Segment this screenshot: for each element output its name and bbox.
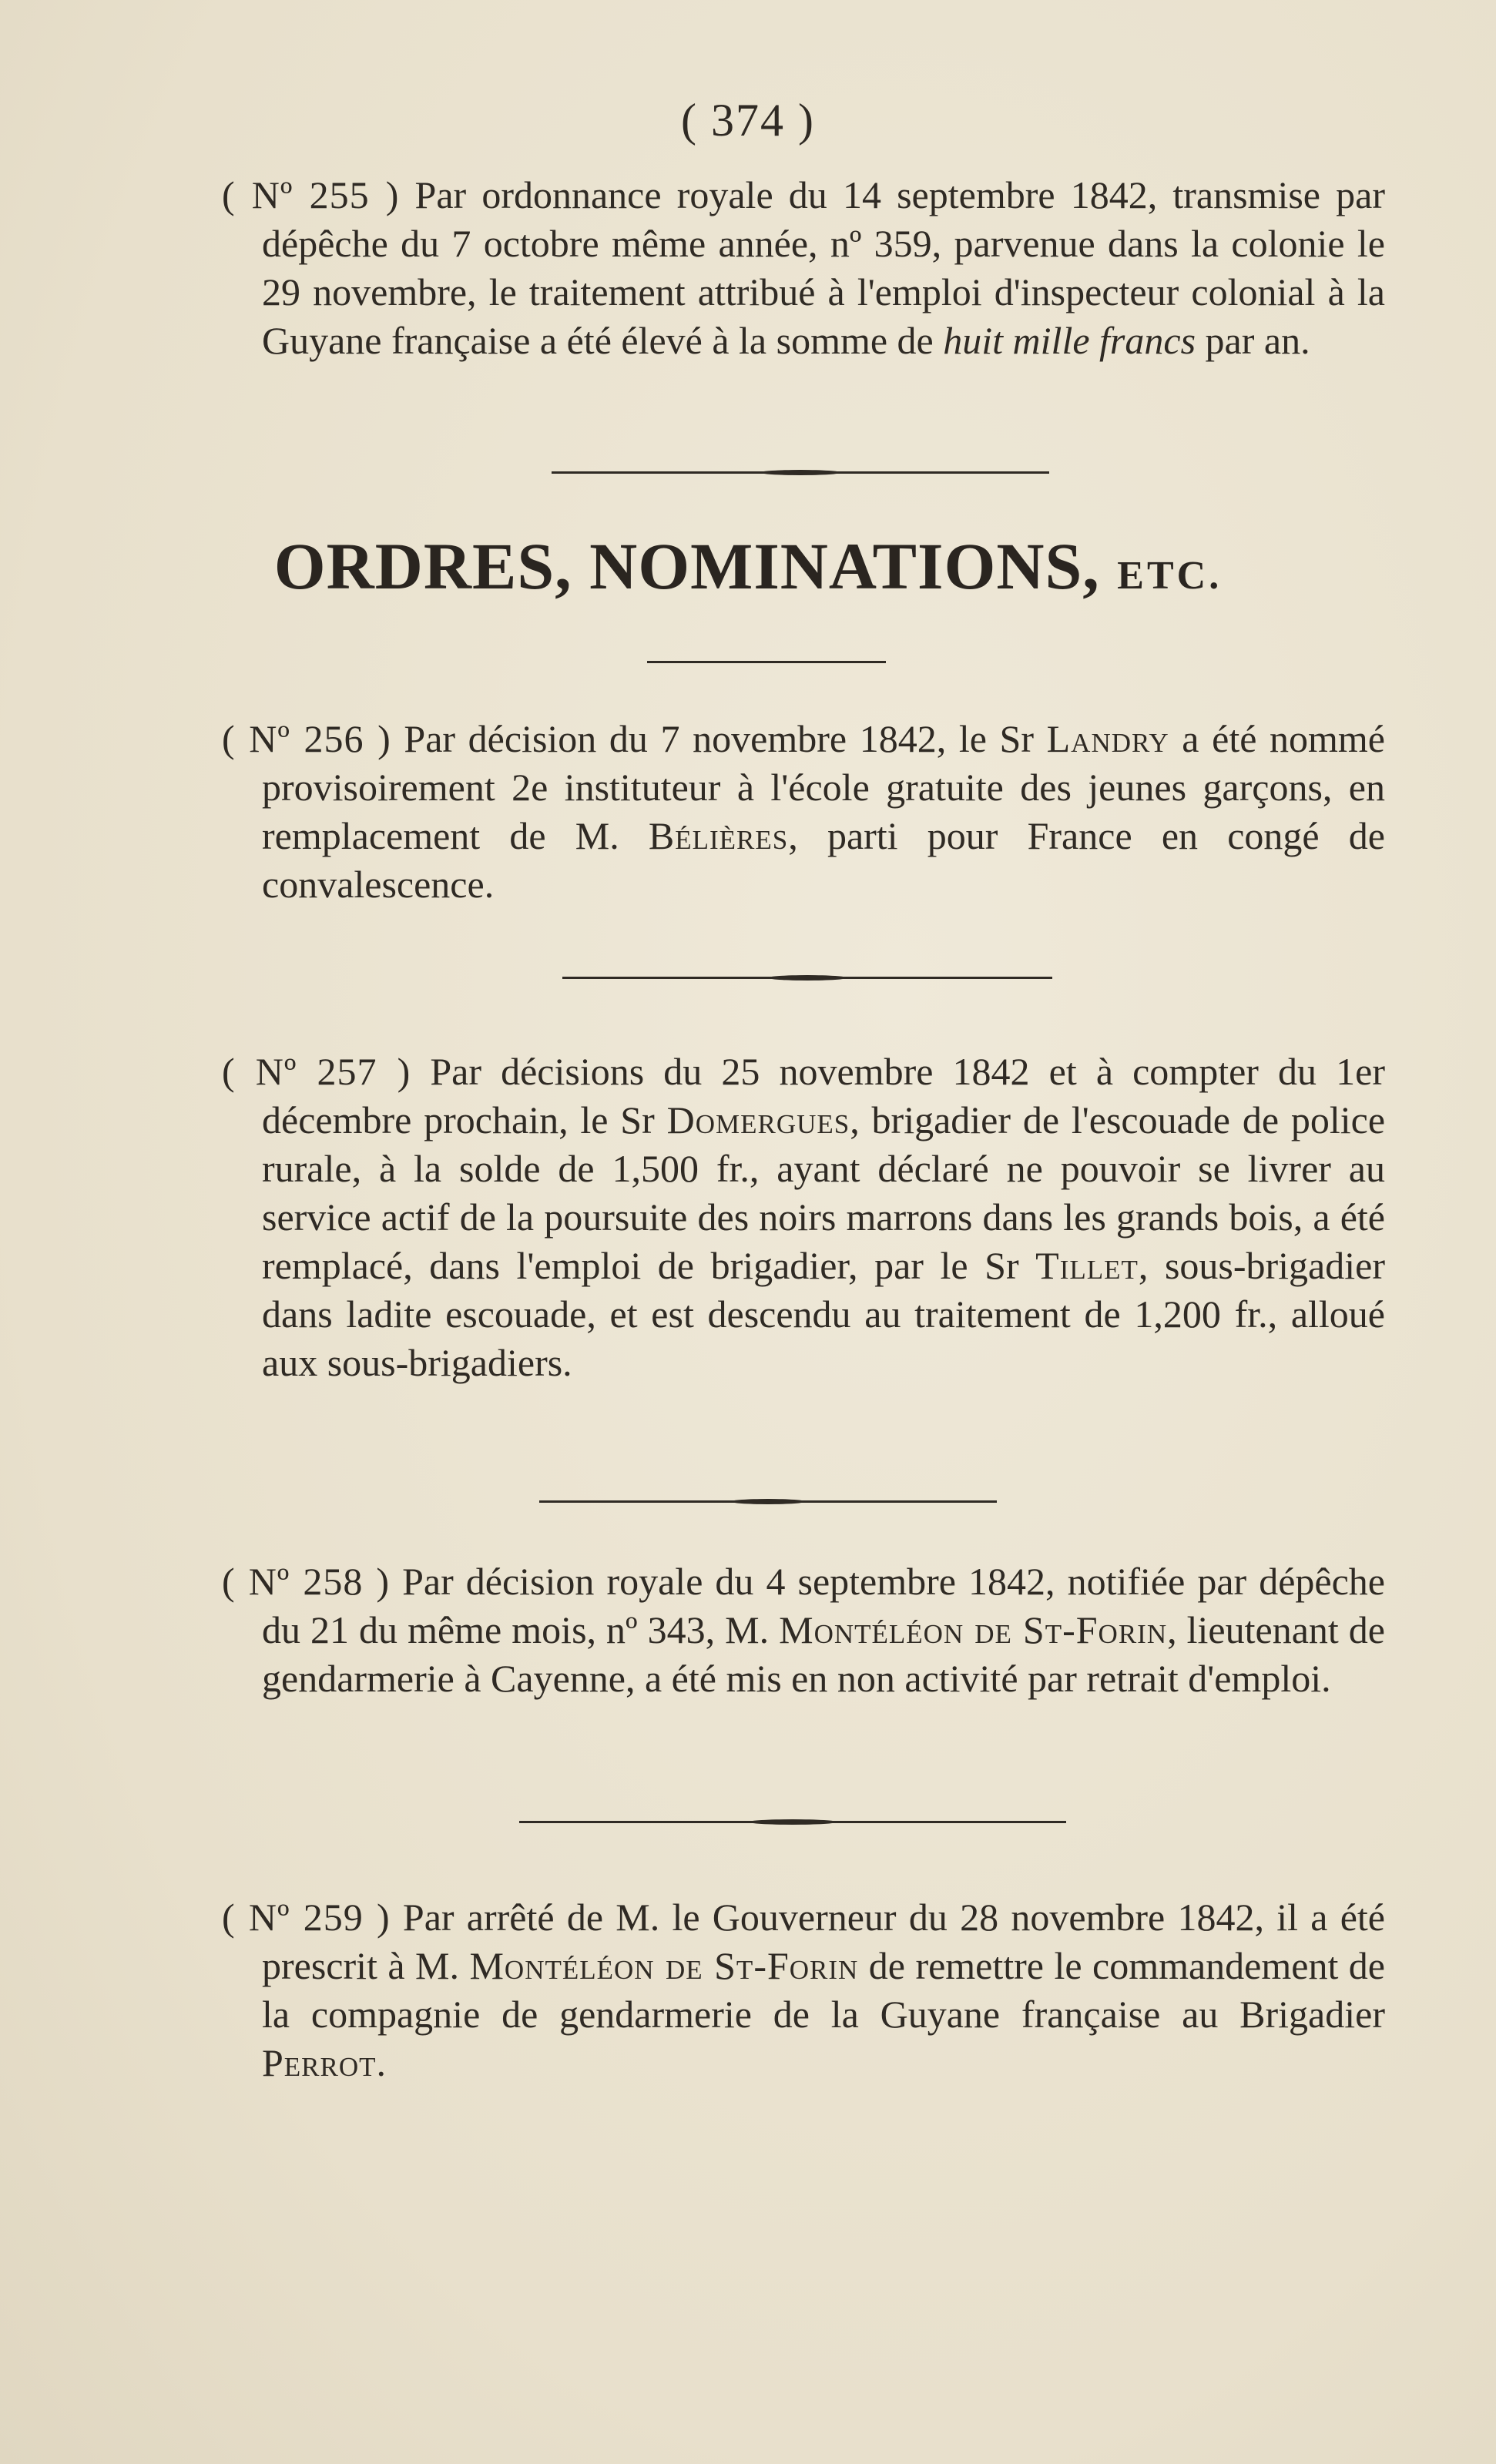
entry-text: a été nommé provisoirement 2e instituteur à l'école gratuite des jeunes garçons, en remplacement de M. (262, 717, 1385, 857)
heading-underline (647, 661, 886, 663)
entry-text: , brigadier de l'escouade de police rurale, à la solde de 1,500 fr., ayant déclaré ne pouvoir se livrer au service actif de la poursuite des noirs marrons dans les grands bois, a été remplacé, dans l'emploi de brigadier, par le Sr (262, 1098, 1386, 1287)
entry-text: Par décision du 7 novembre 1842, le Sr (391, 717, 1047, 760)
entry-text: . (376, 2041, 387, 2084)
entry-number: ( Nº 257 ) (222, 1050, 411, 1093)
entry-text: Par décision royale du 4 septembre 1842, notifiée par dépêche du 21 du même mois, nº 343, M. (262, 1560, 1385, 1651)
entry-text: par an. (1196, 319, 1310, 362)
entry-divider (562, 977, 1052, 979)
page-number: ( 374 ) (681, 95, 815, 146)
entry-text: , parti pour France en congé de convalescence. (262, 814, 1385, 906)
section-heading-main: ORDRES, NOMINATIONS, (273, 529, 1118, 603)
entry-259 (222, 1893, 1385, 2087)
section-heading (0, 528, 1496, 605)
entry-text: , lieutenant de gendarmerie à Cayenne, a été mis en non activité par retrait d'emploi. (262, 1608, 1386, 1700)
entry-number: ( Nº 255 ) (222, 173, 400, 216)
entry-text: Par arrêté de M. le Gouverneur du 28 novembre 1842, il a été prescrit à M. (262, 1896, 1385, 1987)
section-divider (552, 471, 1049, 474)
person-name: Landry (1046, 717, 1169, 760)
person-name: Montéléon de St-Forin (469, 1944, 859, 1987)
entry-divider (539, 1500, 997, 1503)
entry-256 (222, 715, 1385, 909)
person-name: Bélières (648, 814, 789, 857)
person-name: Domergues (666, 1098, 850, 1141)
entry-258 (222, 1557, 1385, 1703)
entry-255 (222, 171, 1385, 365)
entry-text: , sous-brigadier dans ladite escouade, et est descendu au traitement de 1,200 fr., alloué aux sous-brigadiers. (262, 1244, 1385, 1384)
entry-text: Par décisions du 25 novembre 1842 et à compter du 1er décembre prochain, le Sr (262, 1050, 1385, 1141)
entry-number: ( Nº 259 ) (222, 1896, 391, 1939)
entry-257 (222, 1048, 1385, 1387)
person-name: Perrot (262, 2041, 377, 2084)
entry-italic-text: huit mille francs (943, 319, 1196, 362)
entry-number: ( Nº 258 ) (222, 1560, 391, 1603)
section-heading-etc: ETC. (1117, 554, 1223, 598)
entry-divider (519, 1821, 1066, 1823)
person-name: Montéléon de St-Forin (779, 1608, 1168, 1651)
entry-text: de remettre le commandement de la compagnie de gendarmerie de la Guyane française au Brigadier (262, 1944, 1385, 2036)
entry-text: Par ordonnance royale du 14 septembre 1842, transmise par dépêche du 7 octobre même année, nº 359, parvenue dans la colonie le 29 novembre, le traitement attribué à l'emploi d'inspecteur colonial à la Guyane française a été élevé à la somme de (262, 173, 1385, 362)
entry-number: ( Nº 256 ) (222, 717, 391, 760)
person-name: Tillet (1035, 1244, 1139, 1287)
